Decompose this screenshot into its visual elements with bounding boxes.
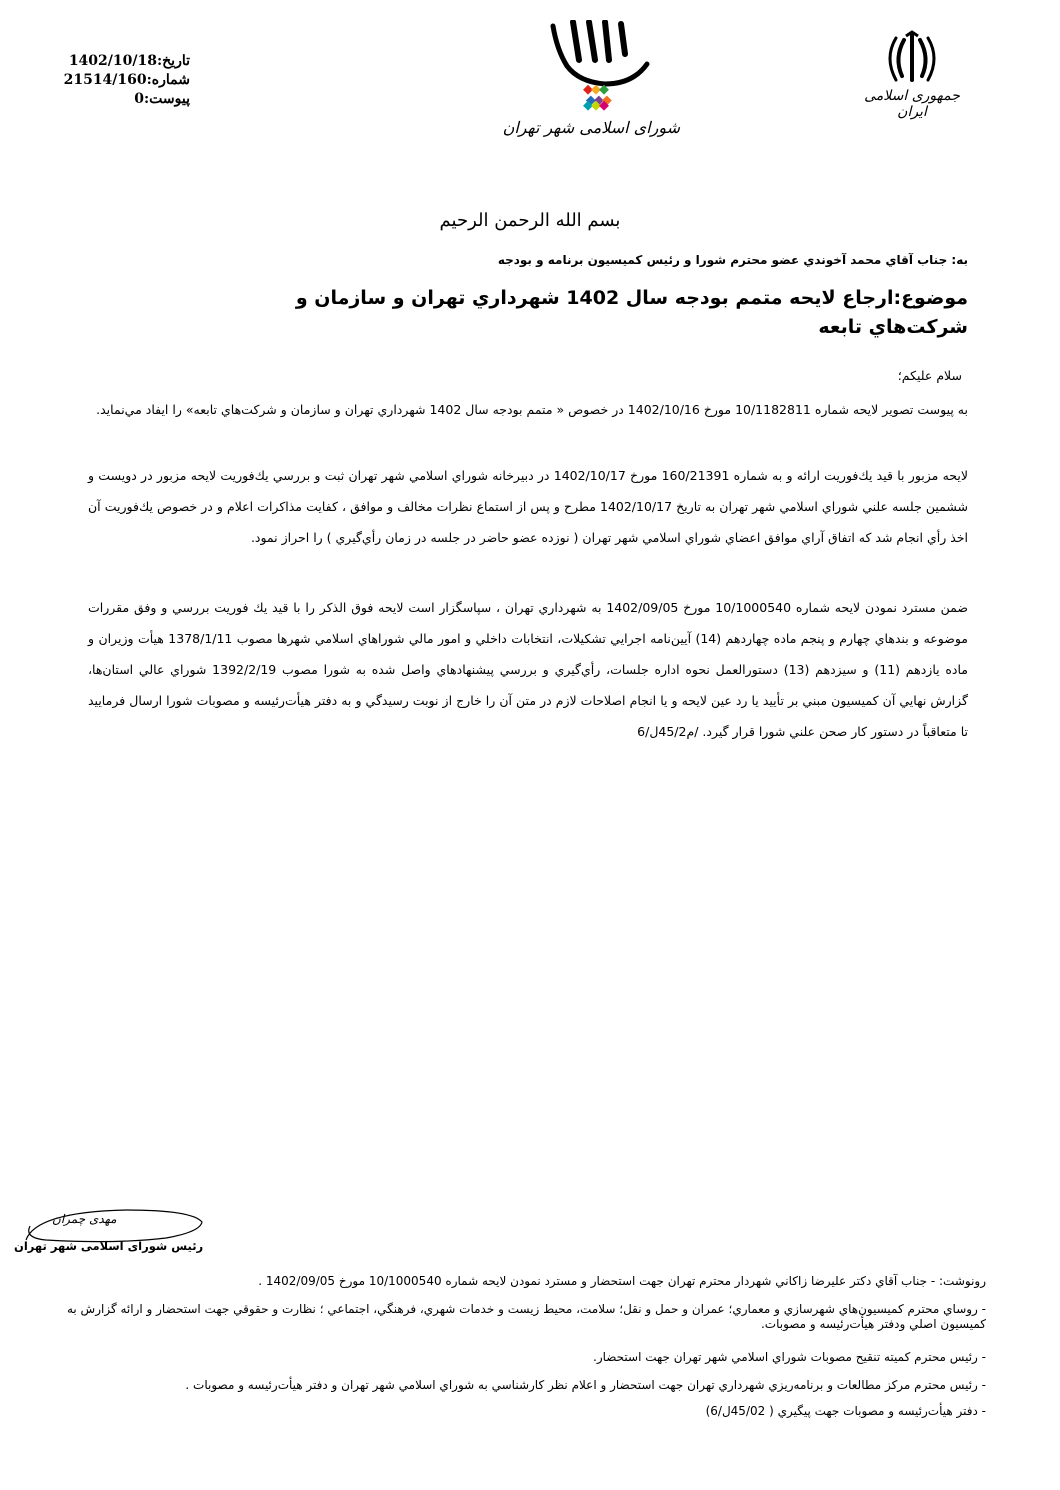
recipient-line: به: جناب آقاي محمد آخوندي عضو محترم شورا و رئيس كميسيون برنامه و بودجه	[497, 253, 968, 267]
letter-attachment: پیوست:0	[134, 91, 190, 107]
logo-color-cells	[583, 85, 612, 111]
cc-line-1: رونوشت: - جناب آقاي دكتر عليرضا زاكاني شهردار محترم تهران جهت استحضار و مسترد نمودن لايحه شماره 10/1000540 مورخ 1402/09/05 .	[258, 1274, 986, 1288]
paragraph-1: به پيوست تصوير لايحه شماره 10/1182811 مورخ 1402/10/16 در خصوص « متمم بودجه سال 1402 شهرداري تهران و سازمان و شركت‌هاي تابعه» را ايفاد مي‌نمايد.	[96, 402, 968, 417]
letter-date: تاریخ:1402/10/18	[68, 53, 190, 69]
cc-line-5: - دفتر هيأت‌رئيسه و مصوبات جهت پيگيري ( 45/02ل/6)	[705, 1404, 986, 1418]
subject-line: موضوع:ارجاع لايحه متمم بودجه سال 1402 شهرداري تهران و سازمان و شركت‌هاي تابعه	[295, 287, 968, 338]
emblem-icon	[884, 30, 940, 86]
paragraph-3: ضمن مسترد نمودن لايحه شماره 10/1000540 مورخ 1402/09/05 به شهرداري تهران ، سپاسگزار است لايحه فوق الذكر را با قيد يك فوريت بررسي و وفق مقررات موضوعه و بندهاي چهارم و پنجم ماده چهاردهم (14) آيين‌نامه اجرايي تشكيلات، انتخابات داخلي و امور مالي شوراهاي اسلامي شهرها مصوب 1378/1/11 هيأت وزيران و ماده يازدهم (11) و سيزدهم (13) دستورالعمل نحوه اداره جلسات، رأي‌گيري و بررسي پيشنهادهاي واصل شده به شورا مصوب 1392/2/19 شوراي عالي استان‌ها، گزارش نهايي آن كميسيون مبني بر تأييد يا رد عين لايحه و يا انجام اصلاحات لازم در متن آن را خارج از نوبت رسيدگي و به دفتر هيأت‌رئيسه و مصوبات شورا ارسال فرماييد تا متعاقباً در دستور كار صحن علني شورا قرار گيرد. /م45/2ل/6	[88, 600, 968, 739]
signatory-name: مهدی چمران	[52, 1212, 117, 1226]
letter-meta	[40, 52, 190, 109]
bismillah: بسم الله الرحمن الرحيم	[439, 210, 621, 231]
emblem-caption: جمهوری اسلامی ایران	[864, 88, 960, 120]
council-logo	[502, 20, 680, 160]
signatory-title: رئیس شورای اسلامی شهر تهران	[14, 1239, 204, 1253]
letter-number: شماره:21514/160	[63, 72, 190, 88]
iran-emblem	[852, 30, 972, 120]
council-caption: شورای اسلامی شهر تهران	[502, 118, 680, 137]
cc-line-3: - رئيس محترم كميته تنقيح مصوبات شوراي اسلامي شهر تهران جهت استحضار.	[593, 1350, 986, 1364]
council-logo-mark	[545, 20, 655, 112]
cc-line-4: - رئيس محترم مركز مطالعات و برنامه‌ريزي شهرداري تهران جهت استحضار و اعلام نظر كارشناسي به شوراي اسلامي شهر تهران و دفتر هيأت‌رئيسه و مصوبات .	[185, 1378, 986, 1392]
cc-line-2: - روساي محترم كميسيون‌هاي شهرسازي و معماري؛ عمران و حمل و نقل؛ سلامت، محيط زيست و خدمات شهري، فرهنگي، اجتماعي ؛ نظارت و حقوقي جهت استحضار و ارائه گزارش به كميسيون اصلي ودفتر هيأت‌رئيسه و مصوبات.	[66, 1302, 986, 1331]
greeting: سلام عليكم؛	[897, 368, 962, 383]
paragraph-2: لايحه مزبور با قيد يك‌فوريت ارائه و به شماره 160/21391 مورخ 1402/10/17 در دبيرخانه شوراي اسلامي شهر تهران ثبت و بررسي يك‌فوريت لايحه مزبور در دويست و ششمين جلسه علني شوراي اسلامي شهر تهران به تاريخ 1402/10/17 مطرح و پس از استماع نظرات مخالف و موافق ، كفايت مذاكرات اعلام و در خصوص يك‌فوريت آن اخذ رأي انجام شد كه اتفاق آراي موافق اعضاي شوراي اسلامي شهر تهران ( نوزده عضو حاضر در جلسه در زمان رأي‌گيري ) را احراز نمود.	[88, 468, 968, 545]
